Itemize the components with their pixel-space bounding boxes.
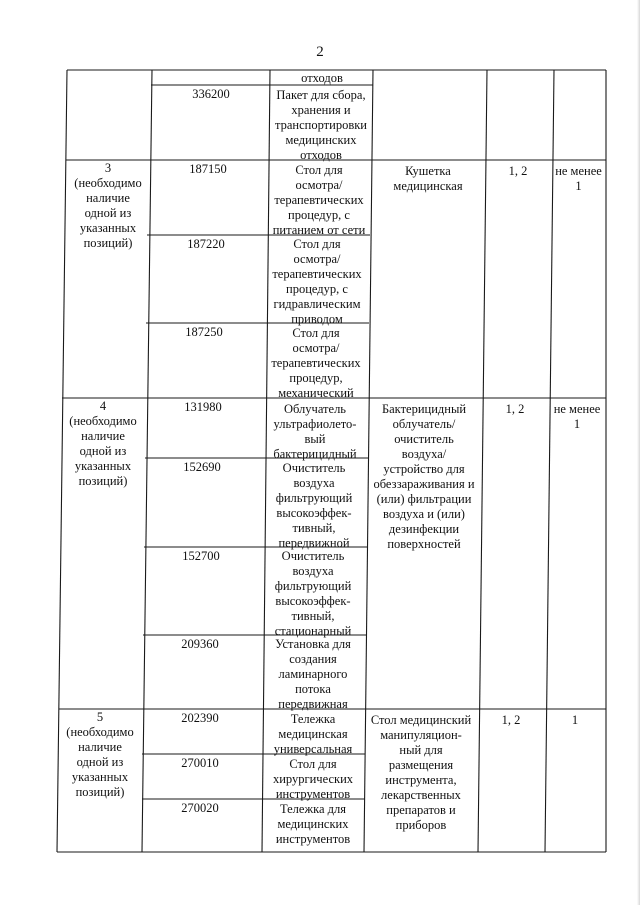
code-cell: 209360 [181,637,219,651]
name-cell: Очиститель воздуха фильтрующий высокоэффек- тивный, стационарный [274,549,352,638]
code-cell: 202390 [181,711,219,725]
name-cell: отходов [301,71,343,85]
requirements-cell: 1, 2 [508,164,528,178]
code-cell: 270010 [181,756,219,770]
group-number-cell: 3 (необходимо наличие одной из указанных позиций) [74,161,142,250]
name-cell: Стол для хирургических инструментов [272,757,354,801]
name-cell: Установка для создания ламинарного потока передвижная [275,637,351,711]
code-cell: 187220 [187,237,225,251]
code-cell: 131980 [184,400,222,414]
quantity-cell: не менее 1 [553,402,601,431]
requirements-cell: 1, 2 [505,402,525,416]
quantity-cell: не менее 1 [555,164,602,193]
page-number: 2 [316,44,324,60]
equipment-cell: Стол медицинский манипуляцион- ный для размещения инструмента, лекарственных препаратов и приборов [370,713,472,832]
name-cell: Тележка для медицинских инструментов [275,802,351,846]
name-cell: Пакет для сбора, хранения и транспортировки медицинских отходов [275,88,367,162]
name-cell: Стол для осмотра/ терапевтических процедур, механический [271,326,361,400]
code-cell: 187150 [189,162,227,176]
name-cell: Облучатель ультрафиолето- вый бактерицидный [273,402,357,461]
requirements-cell: 1, 2 [501,713,521,727]
code-cell: 152700 [182,549,220,563]
name-cell: Стол для осмотра/ терапевтических процедур, с питанием от сети [272,163,366,237]
group-number-cell: 5 (необходимо наличие одной из указанных позиций) [66,710,134,799]
name-cell: Стол для осмотра/ терапевтических процедур, с гидравлическим приводом [272,237,362,326]
code-cell: 152690 [183,460,221,474]
code-cell: 336200 [192,87,230,101]
group-number-cell: 4 (необходимо наличие одной из указанных позиций) [69,399,137,488]
name-cell: Тележка медицинская универсальная [273,712,353,756]
equipment-cell: Кушетка медицинская [393,164,463,193]
code-cell: 270020 [181,801,219,815]
equipment-cell: Бактерицидный облучатель/ очиститель воздуха/ устройство для обеззараживания и (или) фильтрации воздуха и (или) дезинфекции поверхностей [373,402,475,551]
name-cell: Очиститель воздуха фильтрующий высокоэффек- тивный, передвижной [275,461,353,550]
quantity-cell: 1 [571,713,579,727]
code-cell: 187250 [185,325,223,339]
